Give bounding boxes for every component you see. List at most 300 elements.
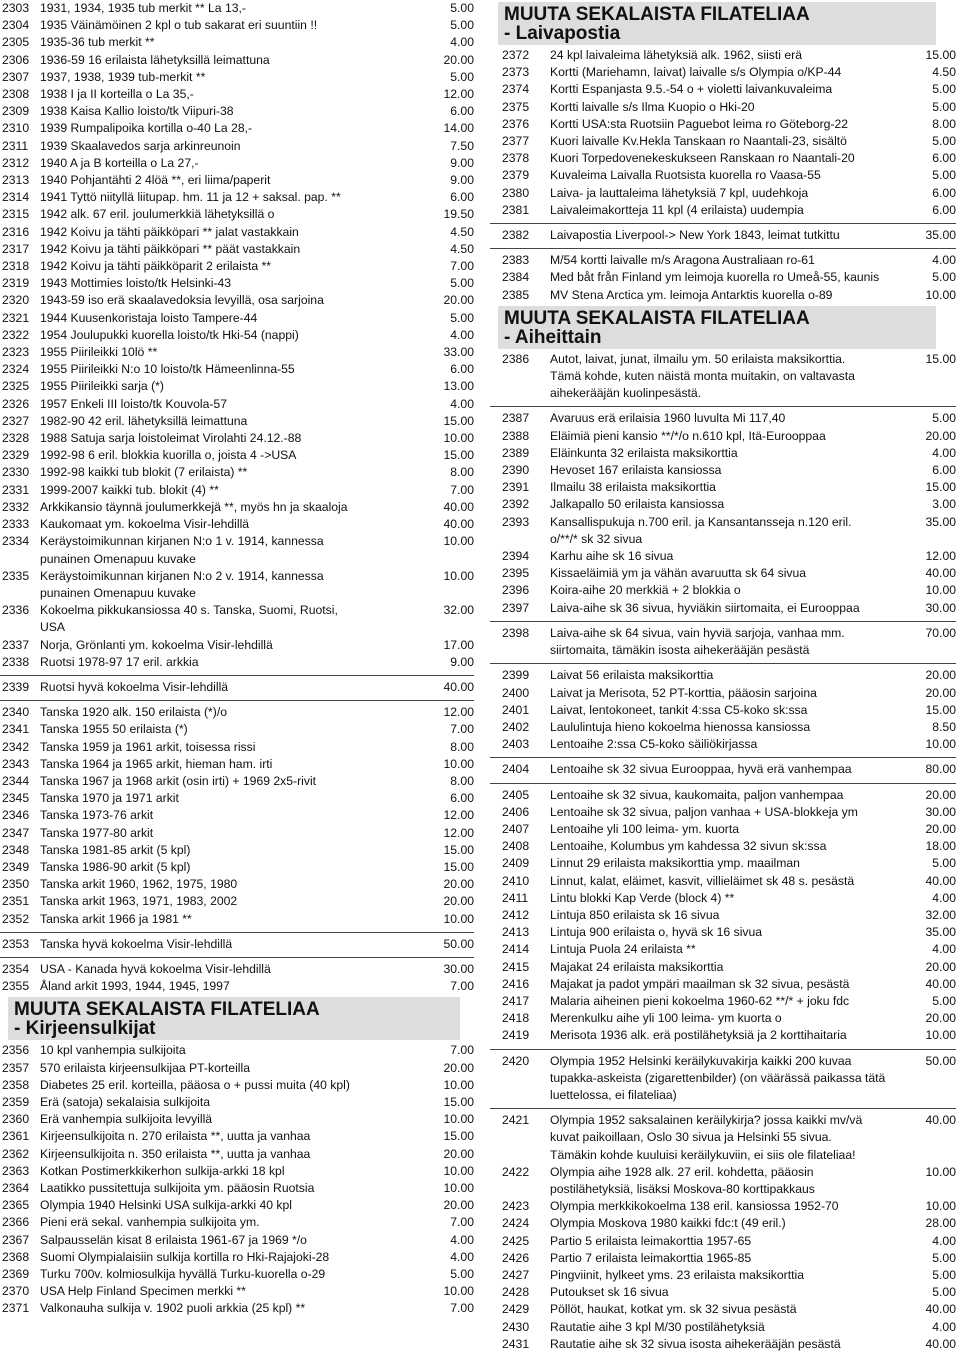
lot-description: Malaria aiheinen pieni kokoelma 1960-62 **/* + joku fdc — [550, 993, 850, 1008]
lot-description: Lentoaihe 2:ssa C5-koko säiliökirjassa — [550, 737, 758, 752]
lot-number: 2378 — [502, 151, 530, 166]
lot-price: 30.00 — [443, 961, 474, 976]
lot-row — [490, 462, 956, 479]
lot-number: 2361 — [2, 1129, 30, 1144]
lot-row — [0, 310, 474, 327]
lot-description: Koira-aihe 20 merkkiä + 2 blokkia o — [550, 583, 741, 598]
lot-description: Ruotsi 1978-97 17 eril. arkkia — [40, 654, 199, 669]
lot-row — [490, 269, 956, 286]
lot-description: Kirjeensulkijoita n. 270 erilaista **, uutta ja vanhaa — [40, 1129, 311, 1144]
lot-price: 20.00 — [443, 877, 474, 892]
lot-number: 2307 — [2, 69, 30, 84]
lot-number: 2418 — [502, 1011, 530, 1026]
lot-row — [0, 378, 474, 395]
lot-description: Erä vanhempia sulkijoita levyillä — [40, 1112, 213, 1127]
lot-row — [0, 499, 474, 516]
lot-price: 15.00 — [925, 702, 956, 717]
lot-description: MV Stena Arctica ym. leimoja Antarktis kuorella o-89 — [550, 287, 833, 302]
lot-number: 2308 — [2, 87, 30, 102]
lot-number: 2409 — [502, 856, 530, 871]
right-column — [490, 0, 956, 1353]
lot-description: Olympia aihe 1928 alk. 27 eril. kohdetta, pääosin postilähetyksiä, lisäksi Moskova-80 korttipakkaus — [550, 1164, 815, 1196]
lot-description: Tanska 1959 ja 1961 arkit, toisessa rissi — [40, 739, 256, 754]
lot-row — [0, 654, 474, 671]
lot-price: 15.00 — [925, 480, 956, 495]
lot-row — [0, 189, 474, 206]
lot-row — [0, 241, 474, 258]
lot-number: 2350 — [2, 877, 30, 892]
lot-number: 2399 — [502, 668, 530, 683]
lot-number: 2412 — [502, 907, 530, 922]
lot-description: 570 erilaista kirjeensulkijaa PT-korteilla — [40, 1060, 250, 1075]
lot-price: 3.00 — [932, 497, 956, 512]
lot-row — [0, 172, 474, 189]
lot-number: 2314 — [2, 190, 30, 205]
lot-number: 2349 — [2, 859, 30, 874]
lot-description: Norja, Grönlanti ym. kokoelma Visir-lehdillä — [40, 637, 273, 652]
lot-row — [490, 993, 956, 1010]
lot-price: 12.00 — [925, 549, 956, 564]
lot-price: 5.00 — [450, 276, 474, 291]
lot-row — [0, 86, 474, 103]
lot-row — [0, 568, 474, 602]
lot-price: 20.00 — [925, 787, 956, 802]
lot-row — [0, 69, 474, 86]
lot-number: 2318 — [2, 259, 30, 274]
lot-number: 2306 — [2, 52, 30, 67]
lot-number: 2372 — [502, 48, 530, 62]
lot-price: 20.00 — [443, 1146, 474, 1161]
lot-price: 6.00 — [450, 791, 474, 806]
lot-price: 4.00 — [450, 327, 474, 342]
lot-price: 40.00 — [443, 679, 474, 694]
lot-description: 24 kpl laivaleima lähetyksiä alk. 1962, siisti erä — [550, 48, 802, 62]
lot-number: 2333 — [2, 517, 30, 532]
lot-row — [490, 548, 956, 565]
lot-number: 2352 — [2, 911, 30, 926]
lot-description: Partio 5 erilaista leimakorttia 1957-65 — [550, 1233, 752, 1248]
lot-price: 10.00 — [925, 287, 956, 302]
lot-row — [0, 533, 474, 567]
lot-number: 2415 — [502, 959, 530, 974]
lot-number: 2319 — [2, 276, 30, 291]
lot-number: 2413 — [502, 925, 530, 940]
lot-price: 8.50 — [932, 719, 956, 734]
lot-number: 2411 — [502, 890, 529, 905]
lot-description: 1938 Kaisa Kallio loisto/tk Viipuri-38 — [40, 104, 234, 119]
lot-price: 12.00 — [443, 87, 474, 102]
lot-price: 32.00 — [443, 603, 474, 618]
lot-row — [0, 1042, 474, 1059]
lot-price: 4.00 — [932, 1319, 956, 1334]
lot-price: 80.00 — [925, 762, 956, 777]
heading-subtitle: - Kirjeensulkijat — [14, 1018, 156, 1040]
lot-row — [0, 430, 474, 447]
lot-row — [490, 1250, 956, 1267]
lot-price: 5.00 — [932, 993, 956, 1008]
lot-price: 4.00 — [450, 35, 474, 50]
lot-description: 1992-98 6 eril. blokkia kuorilla o, joista 4 ->USA — [40, 448, 297, 463]
lot-description: 1939 Rumpalipoika kortilla o-40 La 28,- — [40, 121, 253, 136]
lot-price: 5.00 — [932, 168, 956, 183]
lot-number: 2303 — [2, 1, 30, 15]
lot-description: Lentoaihe sk 32 sivua Eurooppaa, hyvä erä vanhempaa — [550, 762, 852, 777]
lot-row — [0, 876, 474, 893]
lot-number: 2422 — [502, 1164, 530, 1179]
lot-price: 4.00 — [932, 890, 956, 905]
lot-price: 15.00 — [443, 1129, 474, 1144]
lot-description: Kuvaleima Laivalla Ruotsista kuorella ro Vaasa-55 — [550, 168, 821, 183]
lot-row — [490, 621, 956, 659]
lot-number: 2369 — [2, 1267, 30, 1282]
lot-number: 2322 — [2, 327, 30, 342]
lot-description: 1940 Pohjantähti 2 4löä **, eri liima/paperit — [40, 173, 271, 188]
lot-row — [490, 223, 956, 244]
lot-price: 10.00 — [925, 583, 956, 598]
lot-price: 15.00 — [443, 448, 474, 463]
lot-price: 20.00 — [443, 1198, 474, 1213]
lot-row — [490, 1010, 956, 1027]
lot-price: 40.00 — [925, 1336, 956, 1351]
lot-row — [490, 890, 956, 907]
lot-description: Tanska arkit 1966 ja 1981 ** — [40, 911, 192, 926]
lot-row — [0, 327, 474, 344]
lot-row — [490, 287, 956, 304]
lot-row — [490, 821, 956, 838]
lot-price: 35.00 — [925, 514, 956, 529]
lot-number: 2364 — [2, 1181, 30, 1195]
lot-number: 2397 — [502, 600, 530, 615]
lot-description: Tanska 1970 ja 1971 arkit — [40, 791, 179, 806]
lot-row — [490, 351, 956, 403]
lot-row — [0, 155, 474, 172]
lot-row — [0, 1094, 474, 1111]
lot-description: Lentoaihe sk 32 sivua, kaukomaita, paljon vanhempaa — [550, 787, 844, 802]
lot-row — [0, 1128, 474, 1145]
lot-description: Merisota 1936 alk. erä postilähetyksiä ja 2 korttihaitaria — [550, 1028, 847, 1043]
lot-row — [0, 1214, 474, 1231]
lot-row — [490, 1233, 956, 1250]
lot-row — [490, 406, 956, 427]
lot-number: 2344 — [2, 773, 30, 788]
lot-price: 4.00 — [450, 1232, 474, 1247]
lot-row — [490, 150, 956, 167]
lot-description: Tanska 1967 ja 1968 arkit (osin irti) + 1969 2x5-rivit — [40, 773, 317, 788]
lot-price: 40.00 — [925, 1113, 956, 1128]
lot-number: 2305 — [2, 35, 30, 50]
lot-description: Valkonauha sulkija v. 1902 puoli arkkia (25 kpl) ** — [40, 1301, 306, 1316]
lot-number: 2332 — [2, 499, 30, 514]
lot-row — [0, 1249, 474, 1266]
lot-row — [490, 167, 956, 184]
lot-row — [490, 736, 956, 753]
lot-price: 8.00 — [450, 465, 474, 480]
lot-description: Erä (satoja) sekalaisia sulkijoita — [40, 1094, 211, 1109]
lot-row — [490, 202, 956, 219]
lot-price: 6.00 — [932, 463, 956, 478]
lot-description: Kuori laivalle Kv.Hekla Tanskaan ro Naantali-23, sisältö — [550, 134, 847, 149]
lot-description: Laivat 56 erilaista maksikorttia — [550, 668, 714, 683]
lot-price: 5.00 — [450, 310, 474, 325]
lot-price: 40.00 — [925, 566, 956, 581]
lot-number: 2359 — [2, 1094, 30, 1109]
lot-row — [490, 783, 956, 804]
lot-price: 35.00 — [925, 228, 956, 243]
lot-row — [490, 838, 956, 855]
lot-description: Laivat ja Merisota, 52 PT-korttia, pääosin sarjoina — [550, 685, 817, 700]
lot-number: 2326 — [2, 396, 30, 411]
lot-price: 20.00 — [443, 1060, 474, 1075]
lot-description: Lentoaihe sk 32 sivua, paljon vanhaa + USA-blokkeja ym — [550, 804, 858, 819]
lot-price: 30.00 — [925, 804, 956, 819]
lot-number: 2342 — [2, 739, 30, 754]
lot-row — [490, 479, 956, 496]
lot-number: 2317 — [2, 241, 30, 256]
lot-description: Med båt från Finland ym leimoja kuorella ro Umeå-55, kaunis — [550, 270, 880, 285]
lot-number: 2341 — [2, 722, 30, 737]
lot-row — [490, 1198, 956, 1215]
lot-description: Hevoset 167 erilaista kansiossa — [550, 463, 722, 478]
lot-row — [0, 1197, 474, 1214]
lot-price: 4.00 — [450, 1249, 474, 1264]
lot-description: 1943-59 iso erä skaalavedoksia levyillä, osa sarjoina — [40, 293, 324, 308]
lot-row — [490, 600, 956, 617]
lot-row — [0, 1266, 474, 1283]
lot-price: 7.00 — [450, 259, 474, 274]
lot-description: Pingviinit, hylkeet yms. 23 erilaista maksikorttia — [550, 1268, 804, 1282]
lot-price: 20.00 — [443, 293, 474, 308]
lot-row — [0, 120, 474, 137]
lot-number: 2431 — [502, 1336, 530, 1351]
lot-row — [490, 565, 956, 582]
lot-description: Ruotsi hyvä kokoelma Visir-lehdillä — [40, 679, 229, 694]
lot-number: 2398 — [502, 625, 530, 640]
lot-number: 2371 — [2, 1301, 30, 1316]
lot-price: 35.00 — [925, 925, 956, 940]
lot-description: Olympia 1940 Helsinki USA sulkija-arkki 40 kpl — [40, 1198, 292, 1213]
lot-row — [0, 721, 474, 738]
lot-description: Kortti Espanjasta 9.5.-54 o + violetti laivankuvaleima — [550, 82, 833, 97]
lot-price: 8.00 — [450, 773, 474, 788]
lot-description: Kissaeläimiä ym ja vähän avaruutta sk 64 sivua — [550, 566, 807, 581]
lot-number: 2347 — [2, 825, 30, 840]
lot-row — [0, 773, 474, 790]
lot-price: 5.00 — [932, 411, 956, 426]
lot-number: 2430 — [502, 1319, 530, 1334]
lot-number: 2315 — [2, 207, 30, 222]
lot-description: 1940 A ja B korteilla o La 27,- — [40, 155, 199, 170]
lot-description: USA Help Finland Specimen merkki ** — [40, 1284, 246, 1299]
lot-row — [0, 932, 474, 953]
lot-description: Tanska 1977-80 arkit — [40, 825, 154, 840]
lot-price: 20.00 — [925, 821, 956, 836]
lot-number: 2428 — [502, 1285, 530, 1300]
lot-price: 5.00 — [932, 99, 956, 114]
lot-number: 2414 — [502, 942, 530, 957]
lot-number: 2417 — [502, 993, 530, 1008]
lot-price: 12.00 — [443, 705, 474, 720]
lot-description: Eläinkunta 32 erilaista maksikorttia — [550, 445, 738, 460]
lot-row — [0, 206, 474, 223]
lot-number: 2366 — [2, 1215, 30, 1230]
lot-number: 2367 — [2, 1232, 30, 1247]
lot-description: Arkkikansio täynnä joulumerkkejä **, myös hn ja skaaloja — [40, 499, 348, 514]
lot-number: 2323 — [2, 345, 30, 360]
lot-number: 2339 — [2, 679, 30, 694]
lot-number: 2421 — [502, 1113, 530, 1128]
lot-number: 2385 — [502, 287, 530, 302]
lot-price: 9.00 — [450, 155, 474, 170]
lot-price: 10.00 — [443, 1077, 474, 1092]
lot-row — [0, 1163, 474, 1180]
lot-row — [490, 428, 956, 445]
lot-description: 1944 Kuusenkoristaja loisto Tampere-44 — [40, 310, 258, 325]
section-heading-laivapostia — [498, 2, 936, 45]
lot-row — [0, 911, 474, 928]
lot-description: Laiva-aihe sk 64 sivua, vain hyviä sarjoja, vanhaa mm. siirtomaita, tämäkin isosta aihekerääjän pesästä — [550, 625, 845, 658]
lot-description: 1935-36 tub merkit ** — [40, 35, 155, 50]
lot-number: 2346 — [2, 808, 30, 823]
lot-number: 2355 — [2, 979, 30, 994]
lot-number: 2374 — [502, 82, 530, 97]
lot-description: Ilmailu 38 erilaista maksikorttia — [550, 480, 716, 495]
lot-price: 10.00 — [925, 737, 956, 752]
lot-price: 6.00 — [932, 151, 956, 166]
lot-price: 4.50 — [932, 65, 956, 80]
lot-row — [0, 957, 474, 978]
lot-number: 2400 — [502, 685, 530, 700]
lot-description: Partio 7 erilaista leimakorttia 1965-85 — [550, 1250, 752, 1265]
lot-description: Pieni erä sekal. vanhempia sulkijoita ym. — [40, 1215, 260, 1230]
lot-number: 2316 — [2, 224, 30, 239]
lot-description: Kotkan Postimerkkikerhon sulkija-arkki 18 kpl — [40, 1163, 285, 1178]
lot-price: 10.00 — [443, 568, 474, 583]
lot-row — [490, 582, 956, 599]
lot-row — [0, 447, 474, 464]
lot-number: 2365 — [2, 1198, 30, 1213]
lot-number: 2384 — [502, 270, 530, 285]
lot-number: 2406 — [502, 804, 530, 819]
lot-description: Tanska 1964 ja 1965 arkit, hieman ham. irti — [40, 756, 273, 771]
lot-price: 4.00 — [932, 253, 956, 268]
lot-description: 1955 Piirileikki sarja (*) — [40, 379, 164, 394]
lot-price: 40.00 — [925, 976, 956, 991]
lot-row — [0, 1060, 474, 1077]
lot-row — [490, 496, 956, 513]
lot-number: 2388 — [502, 428, 530, 443]
lot-description: 1954 Joulupukki kuorella loisto/tk Hki-54 (nappi) — [40, 327, 299, 342]
lot-description: Kokoelma pikkukansiossa 40 s. Tanska, Suomi, Ruotsi, USA — [40, 603, 338, 635]
lot-number: 2410 — [502, 873, 530, 888]
heading-title: MUUTA SEKALAISTA FILATELIAA — [14, 999, 320, 1021]
lot-description: Autot, laivat, junat, ilmailu ym. 50 erilaista maksikorttia. Tämä kohde, kuten näistä monta muitakin, on valtavasta aihekerääjän kuolinpesästä. — [550, 351, 855, 401]
lot-row — [490, 685, 956, 702]
lot-price: 6.00 — [450, 362, 474, 377]
lot-number: 2396 — [502, 583, 530, 598]
lot-price: 15.00 — [925, 351, 956, 366]
lot-price: 6.00 — [932, 202, 956, 217]
lot-number: 2405 — [502, 787, 530, 802]
lot-description: Laivat, lentokoneet, tankit 4:ssa C5-koko sk:ssa — [550, 702, 808, 717]
lot-row — [490, 1319, 956, 1336]
kirjeensulkijat-lot-list — [0, 1042, 474, 1317]
lot-description: 1955 Piirileikki N:o 10 loisto/tk Hämeenlinna-55 — [40, 362, 295, 377]
lot-description: Lentoaihe yli 100 leima- ym. kuorta — [550, 821, 740, 836]
lot-description: Tanska arkit 1963, 1971, 1983, 2002 — [40, 894, 238, 909]
lot-price: 15.00 — [443, 859, 474, 874]
lot-row — [490, 1027, 956, 1044]
lot-price: 5.00 — [932, 856, 956, 871]
lot-row — [0, 292, 474, 309]
lot-number: 2382 — [502, 228, 530, 243]
lot-description: Avaruus erä erilaisia 1960 luvulta Mi 117,40 — [550, 411, 786, 426]
lot-row — [0, 34, 474, 51]
lot-price: 7.00 — [450, 1215, 474, 1230]
lot-description: Kuori Torpedovenekeskukseen Ranskaan ro Naantali-20 — [550, 151, 855, 166]
lot-description: Tanska 1986-90 arkit (5 kpl) — [40, 859, 191, 874]
lot-row — [490, 907, 956, 924]
lot-description: 1931, 1934, 1935 tub merkit ** La 13,- — [40, 1, 246, 15]
left-column — [0, 0, 474, 1318]
lot-price: 20.00 — [925, 428, 956, 443]
lot-row — [490, 1164, 956, 1198]
lot-number: 2354 — [2, 961, 30, 976]
lot-price: 12.00 — [443, 825, 474, 840]
lot-number: 2336 — [2, 603, 30, 618]
lot-price: 6.00 — [450, 104, 474, 119]
lot-number: 2395 — [502, 566, 530, 581]
lot-price: 7.00 — [450, 482, 474, 497]
lot-description: 10 kpl vanhempia sulkijoita — [40, 1043, 186, 1058]
lot-number: 2423 — [502, 1199, 530, 1214]
lot-number: 2419 — [502, 1028, 530, 1043]
lot-price: 15.00 — [443, 1094, 474, 1109]
lot-number: 2338 — [2, 654, 30, 669]
lot-row — [0, 807, 474, 824]
lot-price: 15.00 — [443, 413, 474, 428]
lot-price: 13.00 — [443, 379, 474, 394]
lot-description: 1942 alk. 67 eril. joulumerkkiä lähetyksillä o — [40, 207, 275, 222]
lot-row — [0, 756, 474, 773]
lot-price: 4.00 — [450, 396, 474, 411]
lot-price: 9.00 — [450, 654, 474, 669]
lot-price: 12.00 — [443, 808, 474, 823]
lot-row — [490, 804, 956, 821]
lot-row — [0, 602, 474, 636]
lot-description: Rautatie aihe sk 32 sivua isosta aihekerääjän pesästä — [550, 1336, 841, 1351]
lot-number: 2328 — [2, 431, 30, 446]
lot-row — [0, 1283, 474, 1300]
lot-row — [490, 702, 956, 719]
lot-row — [0, 224, 474, 241]
lot-row — [0, 396, 474, 413]
lot-description: Kortti USA:sta Ruotsiin Paguebot leima ro Göteborg-22 — [550, 116, 849, 131]
lot-row — [490, 185, 956, 202]
lot-description: 1937, 1938, 1939 tub-merkit ** — [40, 69, 206, 84]
lot-row — [490, 1301, 956, 1318]
lot-row — [0, 103, 474, 120]
lot-row — [490, 1284, 956, 1301]
lot-price: 50.00 — [443, 936, 474, 951]
lot-price: 7.50 — [450, 138, 474, 153]
lot-price: 4.50 — [450, 241, 474, 256]
lot-description: Laiva- ja lauttaleima lähetyksiä 7 kpl, uudehkoja — [550, 185, 809, 200]
lot-row — [0, 1180, 474, 1197]
lot-row — [0, 258, 474, 275]
lot-price: 10.00 — [443, 1163, 474, 1178]
lot-number: 2416 — [502, 976, 530, 991]
lot-price: 19.50 — [443, 207, 474, 222]
